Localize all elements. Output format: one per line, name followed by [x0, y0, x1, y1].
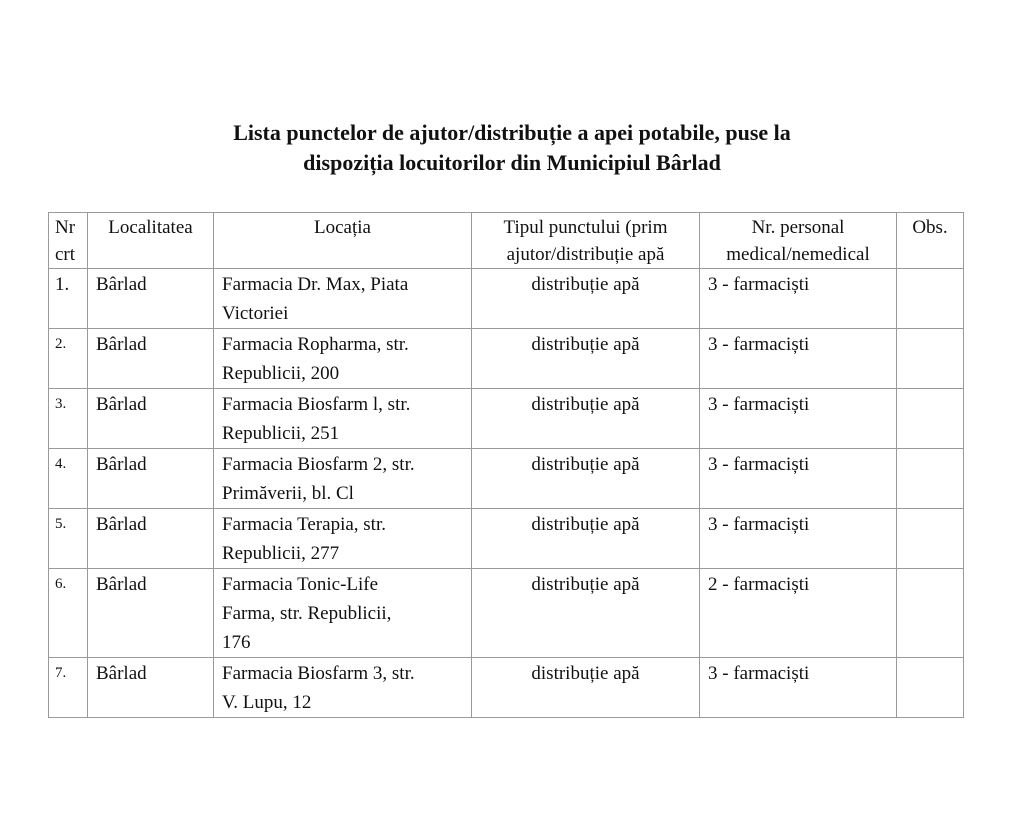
cell-tip: distribuție apă [472, 658, 700, 718]
cell-locatie-line1: Farmacia Dr. Max, Piata [222, 274, 409, 295]
cell-localitate: Bârlad [88, 509, 214, 569]
table-row [49, 329, 964, 389]
header-localitatea: Localitatea [88, 213, 214, 269]
cell-locatie-line3: 176 [222, 632, 251, 653]
cell-nr: 3. [49, 389, 88, 449]
cell-tip: distribuție apă [472, 389, 700, 449]
table-row [49, 269, 964, 329]
cell-locatie [214, 569, 472, 658]
cell-localitate: Bârlad [88, 569, 214, 658]
cell-tip: distribuție apă [472, 569, 700, 658]
cell-locatie-line2: Republicii, 251 [222, 423, 340, 444]
cell-locatie-line1: Farmacia Biosfarm 2, str. [222, 454, 415, 475]
cell-obs [897, 269, 964, 329]
cell-obs [897, 389, 964, 449]
cell-personal: 3 - farmaciști [700, 329, 897, 389]
cell-tip: distribuție apă [472, 329, 700, 389]
table-row [49, 449, 964, 509]
cell-personal: 3 - farmaciști [700, 389, 897, 449]
document-title [0, 118, 1024, 178]
table-row [49, 509, 964, 569]
cell-localitate: Bârlad [88, 449, 214, 509]
cell-personal: 3 - farmaciști [700, 449, 897, 509]
table-row [49, 389, 964, 449]
header-nr-crt [49, 213, 88, 269]
cell-nr: 4. [49, 449, 88, 509]
cell-nr: 1. [49, 269, 88, 329]
cell-personal: 3 - farmaciști [700, 658, 897, 718]
cell-tip: distribuție apă [472, 269, 700, 329]
cell-nr: 5. [49, 509, 88, 569]
title-line-1: Lista punctelor de ajutor/distribuție a apei potabile, puse la [233, 120, 791, 145]
cell-localitate: Bârlad [88, 329, 214, 389]
cell-obs [897, 509, 964, 569]
cell-tip: distribuție apă [472, 449, 700, 509]
cell-locatie [214, 449, 472, 509]
cell-locatie-line2: Primăverii, bl. Cl [222, 483, 354, 504]
cell-obs [897, 449, 964, 509]
header-locatia: Locația [214, 213, 472, 269]
cell-locatie-line2: Republicii, 277 [222, 543, 340, 564]
cell-locatie [214, 658, 472, 718]
cell-locatie-line1: Farmacia Tonic-Life [222, 574, 379, 595]
header-nr-line2: crt [55, 244, 76, 265]
cell-locatie [214, 329, 472, 389]
cell-localitate: Bârlad [88, 389, 214, 449]
table-header-row [49, 213, 964, 269]
cell-locatie [214, 509, 472, 569]
title-line-2: dispoziția locuitorilor din Municipiul Bârlad [303, 150, 721, 175]
header-tip-line2: ajutor/distribuție apă [506, 244, 665, 265]
cell-nr: 6. [49, 569, 88, 658]
cell-localitate: Bârlad [88, 658, 214, 718]
cell-locatie [214, 389, 472, 449]
cell-locatie-line2: Republicii, 200 [222, 363, 340, 384]
header-nr-personal [700, 213, 897, 269]
cell-personal: 3 - farmaciști [700, 269, 897, 329]
cell-locatie-line2: V. Lupu, 12 [222, 692, 312, 713]
cell-localitate: Bârlad [88, 269, 214, 329]
header-obs: Obs. [897, 213, 964, 269]
cell-obs [897, 658, 964, 718]
header-personal-line1: Nr. personal [751, 217, 845, 238]
header-tipul-punctului [472, 213, 700, 269]
cell-nr: 2. [49, 329, 88, 389]
cell-obs [897, 329, 964, 389]
cell-locatie-line1: Farmacia Terapia, str. [222, 514, 386, 535]
distribution-points-table [48, 212, 964, 718]
header-personal-line2: medical/nemedical [726, 244, 870, 265]
table-row [49, 569, 964, 658]
cell-locatie-line1: Farmacia Biosfarm 3, str. [222, 663, 415, 684]
cell-tip: distribuție apă [472, 509, 700, 569]
cell-nr: 7. [49, 658, 88, 718]
cell-locatie-line2: Victoriei [222, 303, 289, 324]
header-tip-line1: Tipul punctului (prim [503, 217, 668, 238]
cell-locatie-line1: Farmacia Ropharma, str. [222, 334, 409, 355]
cell-obs [897, 569, 964, 658]
header-nr-line1: Nr [55, 217, 76, 238]
cell-personal: 2 - farmaciști [700, 569, 897, 658]
cell-locatie-line1: Farmacia Biosfarm l, str. [222, 394, 411, 415]
table-row [49, 658, 964, 718]
cell-locatie [214, 269, 472, 329]
cell-locatie-line2: Farma, str. Republicii, [222, 603, 392, 624]
cell-personal: 3 - farmaciști [700, 509, 897, 569]
